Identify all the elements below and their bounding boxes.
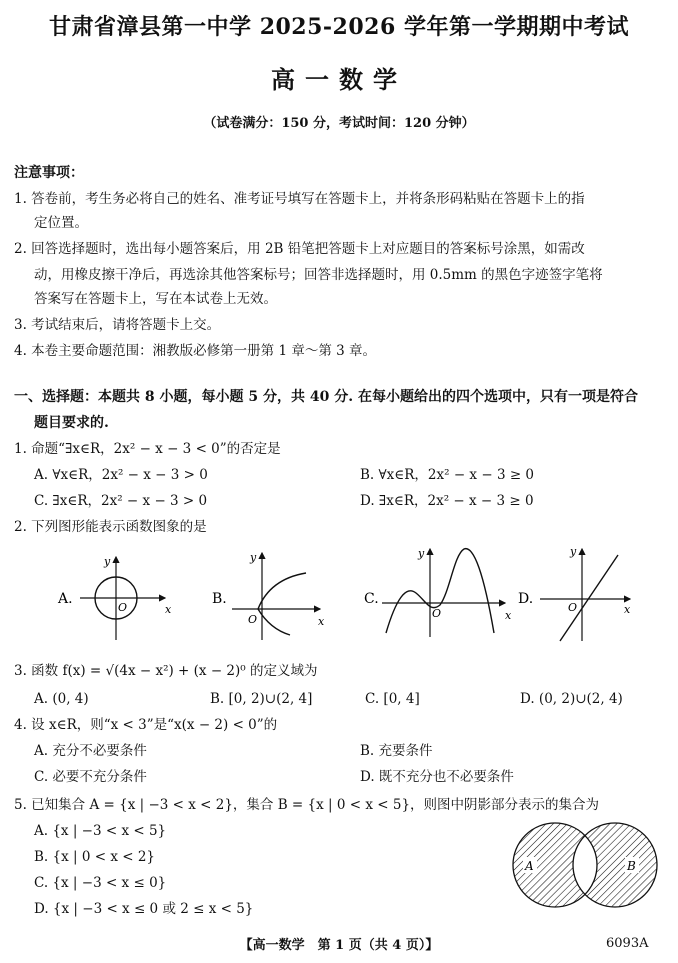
q2-graphs (0, 545, 678, 645)
q2-d-line (560, 555, 618, 641)
q2-a-origin: O (118, 601, 128, 614)
q4-stem: 4. 设 x∈R，则“x < 3”是“x(x − 2) < 0”的 (14, 717, 278, 733)
q2-label-a: A. (58, 591, 73, 607)
venn-diagram (505, 815, 665, 915)
q4-option-c: C. 必要不充分条件 (34, 769, 147, 785)
note-line: 答案写在答题卡上，写在本试卷上无效。 (34, 291, 277, 307)
q3-stem: 3. 函数 f(x) = √(4x − x²) + (x − 2)⁰ 的定义域为 (14, 663, 318, 679)
q2-label-c: C. (364, 591, 379, 607)
q2-a-y-label: y (104, 555, 111, 568)
note-line: 3. 考试结束后，请将答题卡上交。 (14, 317, 221, 333)
venn-label-a: A (525, 859, 534, 873)
q2-a-x-label: x (165, 603, 172, 616)
q2-b-x-label: x (318, 615, 325, 628)
q2-b-origin: O (248, 613, 258, 626)
notes-heading: 注意事项： (14, 165, 84, 181)
q1-option-b: B. ∀x∈R，2x² − x − 3 ≥ 0 (360, 467, 535, 483)
q1-option-c: C. ∃x∈R，2x² − x − 3 > 0 (34, 493, 208, 509)
note-line: 定位置。 (34, 215, 88, 231)
q1-option-d: D. ∃x∈R，2x² − x − 3 ≥ 0 (360, 493, 534, 509)
q2-d-origin: O (568, 601, 578, 614)
q5-option-b: B. {x | 0 < x < 2} (34, 849, 156, 865)
section-heading-cont: 题目要求的. (34, 415, 109, 431)
q2-d-x-label: x (624, 603, 631, 616)
q5-option-d: D. {x | −3 < x ≤ 0 或 2 ≤ x < 5} (34, 901, 254, 917)
note-line: 动，用橡皮擦干净后，再选涂其他答案标号；回答非选择题时，用 0.5mm 的黑色字迹签字笔将 (34, 267, 603, 283)
q4-option-d: D. 既不充分也不必要条件 (360, 769, 514, 785)
exam-title: 甘肃省漳县第一中学 2025-2026 学年第一学期期中考试 (49, 14, 629, 40)
q3-option-b: B. [0, 2)∪(2, 4] (210, 691, 313, 707)
q1-stem: 1. 命题“∃x∈R，2x² − x − 3 < 0”的否定是 (14, 441, 281, 457)
q2-c-y-label: y (418, 547, 425, 560)
venn-label-b: B (627, 859, 636, 873)
paper-code: 6093A (606, 936, 649, 951)
q3-option-c: C. [0, 4] (365, 691, 420, 707)
q4-option-a: A. 充分不必要条件 (34, 743, 147, 759)
q2-label-b: B. (212, 591, 227, 607)
q2-b-curve (258, 573, 306, 635)
q2-c-x-label: x (505, 609, 512, 622)
q5-stem: 5. 已知集合 A = {x | −3 < x < 2}，集合 B = {x | 0 < x < 5}，则图中阴影部分表示的集合为 (14, 797, 600, 813)
exam-subject: 高一数学 (271, 65, 407, 94)
q1-option-a: A. ∀x∈R，2x² − x − 3 > 0 (34, 467, 208, 483)
note-line: 2. 回答选择题时，选出每小题答案后，用 2B 铅笔把答题卡上对应题目的答案标号涂黑，如需改 (14, 241, 585, 257)
q2-c-origin: O (432, 607, 442, 620)
page-footer: 【高一数学 第 1 页（共 4 页）】 (239, 938, 439, 953)
note-line: 4. 本卷主要命题范围：湘教版必修第一册第 1 章～第 3 章。 (14, 343, 377, 359)
q2-b-y-label: y (250, 551, 257, 564)
q5-option-c: C. {x | −3 < x ≤ 0} (34, 875, 167, 891)
q3-option-d: D. (0, 2)∪(2, 4) (520, 691, 623, 707)
q2-label-d: D. (518, 591, 534, 607)
note-line: 1. 答卷前，考生务必将自己的姓名、准考证号填写在答题卡上，并将条形码粘贴在答题卡上的指 (14, 191, 585, 207)
exam-meta: （试卷满分：150 分，考试时间：120 分钟） (203, 116, 475, 131)
section-heading: 一、选择题：本题共 8 小题，每小题 5 分，共 40 分. 在每小题给出的四个选项中，只有一项是符合 (14, 389, 638, 405)
q3-option-a: A. (0, 4) (34, 691, 89, 707)
q2-d-y-label: y (570, 545, 577, 558)
q4-option-b: B. 充要条件 (360, 743, 433, 759)
q2-stem: 2. 下列图形能表示函数图象的是 (14, 519, 207, 535)
q5-option-a: A. {x | −3 < x < 5} (34, 823, 167, 839)
q2-c-curve (386, 549, 494, 633)
